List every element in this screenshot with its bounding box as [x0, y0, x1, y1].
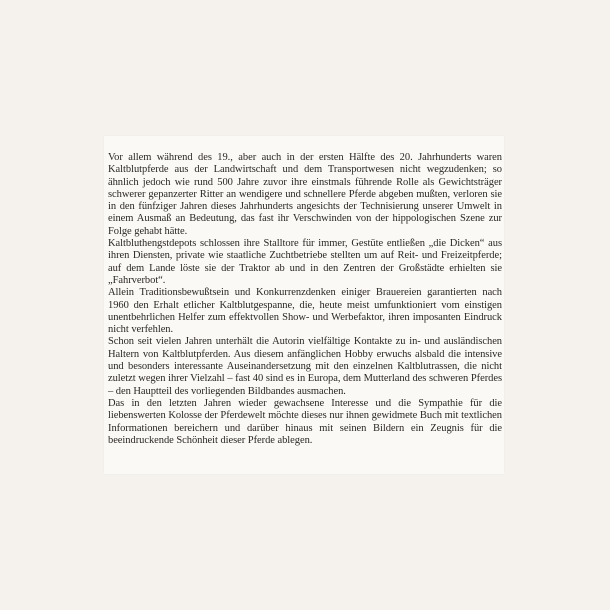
paragraph-2: Kaltbluthengstdepots schlossen ihre Stalltore für immer, Gestüte entließen „die Dicken“ aus ihren Diensten, private wie staatliche Zuchtbetriebe stellten um auf Reit- und Freizeitpferde; auf dem Lande löste sie der Traktor ab und in den Zentren der Großstädte erhielten sie „Fahrverbot“.: [108, 238, 502, 286]
paragraph-4: Schon seit vielen Jahren unterhält die Autorin vielfältige Kontakte zu in- und ausländischen Haltern von Kaltblutpferden. Aus diesem anfänglichen Hobby erwuchs alsbald die intensive und besonders interessante Auseinandersetzung mit den einzelnen Kaltblutrassen, die nicht zuletzt wegen ihrer Vielzahl – fast 40 sind es in Europa, dem Mutterland des schweren Pferdes – den Hauptteil des vorliegenden Bildbandes ausmachen.: [108, 336, 502, 397]
paragraph-1: Vor allem während des 19., aber auch in der ersten Hälfte des 20. Jahrhunderts waren Kaltblutpferde aus der Landwirtschaft und dem Transportwesen nicht wegzudenken; so ähnlich jedoch wie rund 500 Jahre zuvor ihre einstmals führende Rolle als Gewichtsträger schwerer gepanzerter Ritter an wendigere und schnellere Pferde abgeben mußten, verloren sie in den fünfziger Jahren dieses Jahrhunderts angesichts der Technisierung unserer Umwelt in einem Ausmaß an Bedeutung, das fast ihr Verschwinden von der hippologischen Szene zur Folge gehabt hätte.: [108, 152, 502, 237]
text-block: [108, 152, 502, 447]
paragraph-5: Das in den letzten Jahren wieder gewachsene Interesse und die Sympathie für die liebenswerten Kolosse der Pferdewelt möchte dieses nur ihnen gewidmete Buch mit textlichen Informationen bereichern und darüber hinaus mit seinen Bildern ein Zeugnis für die beeindruckende Schönheit dieser Pferde ablegen.: [108, 397, 502, 446]
paragraph-3: Allein Traditionsbewußtsein und Konkurrenzdenken einiger Brauereien garantierten nach 1960 den Erhalt etlicher Kaltblutgespanne, die, heute meist umfunktioniert vom einstigen unentbehrlichen Helfer zum effektvollen Show- und Werbefaktor, ihren imposanten Eindruck nicht verfehlen.: [108, 287, 502, 336]
